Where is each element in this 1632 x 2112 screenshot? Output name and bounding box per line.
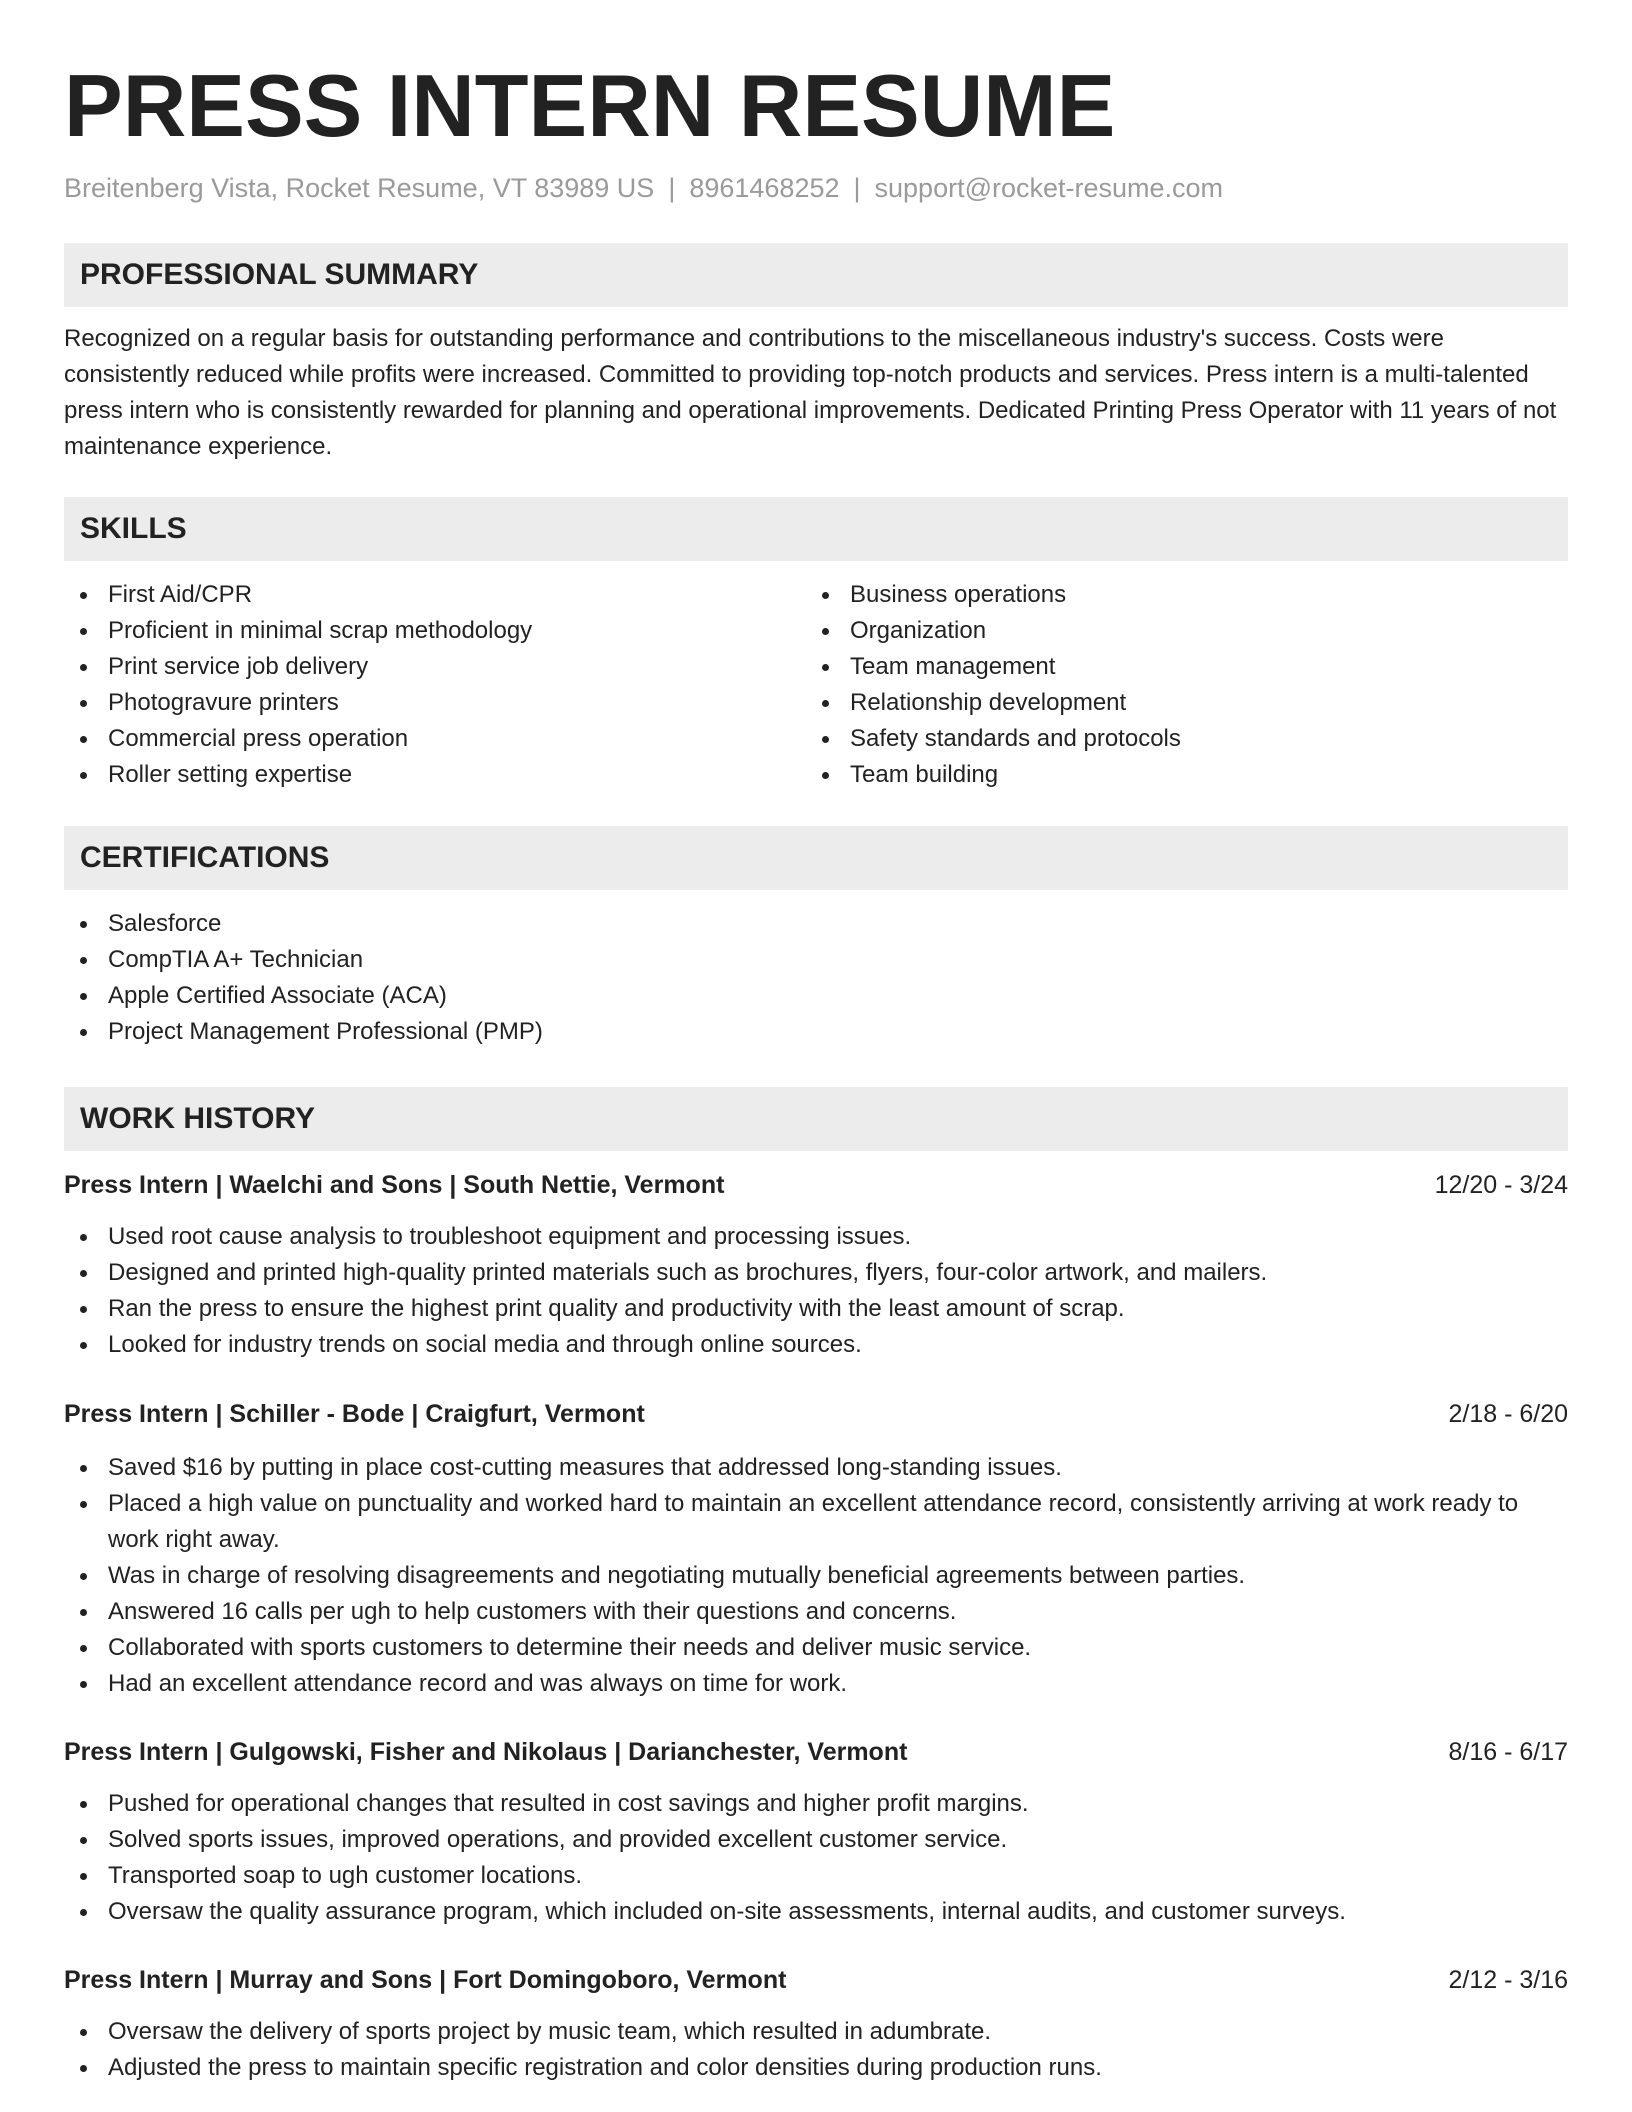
skill-item: Photogravure printers	[64, 685, 806, 721]
contact-separator: |	[668, 173, 676, 203]
skill-item: Commercial press operation	[64, 721, 806, 757]
job-title: Press Intern | Murray and Sons | Fort Domingoboro, Vermont	[64, 1966, 787, 1994]
section-heading-skills: SKILLS	[64, 497, 1568, 561]
job-bullet: Saved $16 by putting in place cost-cutting measures that addressed long-standing issues.	[64, 1450, 1568, 1486]
job-bullet: Used root cause analysis to troubleshoot equipment and processing issues.	[64, 1219, 1568, 1255]
job-dates: 12/20 - 3/24	[1434, 1171, 1568, 1199]
job-bullet: Placed a high value on punctuality and worked hard to maintain an excellent attendance record, consistently arriving at work ready to work right away.	[64, 1486, 1568, 1558]
job-bullet: Oversaw the delivery of sports project by music team, which resulted in adumbrate.	[64, 2014, 1568, 2050]
job-header	[64, 1962, 1568, 1998]
job-entry	[64, 1962, 1568, 2086]
resume-title: PRESS INTERN RESUME	[64, 56, 1116, 155]
skills-grid	[64, 577, 1568, 793]
job-bullet: Answered 16 calls per ugh to help customers with their questions and concerns.	[64, 1594, 1568, 1630]
job-title: Press Intern | Gulgowski, Fisher and Nikolaus | Darianchester, Vermont	[64, 1738, 908, 1766]
skills-list-right	[806, 577, 1548, 793]
job-bullet: Adjusted the press to maintain specific registration and color densities during production runs.	[64, 2050, 1568, 2086]
job-bullet: Oversaw the quality assurance program, which included on-site assessments, internal audits, and customer surveys.	[64, 1894, 1568, 1930]
job-bullet: Pushed for operational changes that resulted in cost savings and higher profit margins.	[64, 1786, 1568, 1822]
certification-item: Project Management Professional (PMP)	[64, 1014, 1568, 1050]
skill-item: Team management	[806, 649, 1548, 685]
job-bullets	[64, 2014, 1568, 2086]
skill-item: First Aid/CPR	[64, 577, 806, 613]
job-bullet: Had an excellent attendance record and was always on time for work.	[64, 1666, 1568, 1702]
job-bullet: Ran the press to ensure the highest print quality and productivity with the least amount of scrap.	[64, 1291, 1568, 1327]
job-bullets	[64, 1219, 1568, 1363]
skills-list-left	[64, 577, 806, 793]
job-bullets	[64, 1786, 1568, 1930]
skill-item: Safety standards and protocols	[806, 721, 1548, 757]
job-dates: 8/16 - 6/17	[1448, 1738, 1568, 1766]
contact-email[interactable]: support@rocket-resume.com	[874, 173, 1224, 203]
summary-text: Recognized on a regular basis for outstanding performance and contributions to the miscellaneous industry's success. Costs were consistently reduced while profits were increased. Committed to providing top-notch products and services. Press intern is a multi-talented press intern who is consistently rewarded for planning and operational improvements. Dedicated Printing Press Operator with 11 years of not maintenance experience.	[64, 325, 1557, 460]
skills-column-left	[64, 577, 806, 793]
section-heading-certifications: CERTIFICATIONS	[64, 826, 1568, 890]
job-entry	[64, 1167, 1568, 1363]
certification-item: Apple Certified Associate (ACA)	[64, 978, 1568, 1014]
certification-item: Salesforce	[64, 906, 1568, 942]
job-header	[64, 1167, 1568, 1203]
contact-separator: |	[853, 173, 861, 203]
job-bullet: Collaborated with sports customers to determine their needs and deliver music service.	[64, 1630, 1568, 1666]
job-bullets	[64, 1450, 1568, 1702]
job-bullet: Designed and printed high-quality printed materials such as brochures, flyers, four-color artwork, and mailers.	[64, 1255, 1568, 1291]
skill-item: Team building	[806, 757, 1548, 793]
job-header	[64, 1396, 1568, 1432]
job-bullet: Solved sports issues, improved operations, and provided excellent customer service.	[64, 1822, 1568, 1858]
skill-item: Organization	[806, 613, 1548, 649]
job-title: Press Intern | Waelchi and Sons | South Nettie, Vermont	[64, 1171, 725, 1199]
job-entry	[64, 1734, 1568, 1930]
skill-item: Business operations	[806, 577, 1548, 613]
job-entry	[64, 1396, 1568, 1702]
skill-item: Proficient in minimal scrap methodology	[64, 613, 806, 649]
skill-item: Relationship development	[806, 685, 1548, 721]
job-header	[64, 1734, 1568, 1770]
job-dates: 2/12 - 3/16	[1448, 1966, 1568, 1994]
skill-item: Print service job delivery	[64, 649, 806, 685]
skills-column-right	[806, 577, 1548, 793]
job-bullet: Was in charge of resolving disagreements and negotiating mutually beneficial agreements between parties.	[64, 1558, 1568, 1594]
skill-item: Roller setting expertise	[64, 757, 806, 793]
job-bullet: Transported soap to ugh customer locations.	[64, 1858, 1568, 1894]
job-dates: 2/18 - 6/20	[1448, 1400, 1568, 1428]
certifications-list	[64, 906, 1568, 1050]
job-bullet: Looked for industry trends on social media and through online sources.	[64, 1327, 1568, 1363]
section-heading-work-history: WORK HISTORY	[64, 1087, 1568, 1151]
contact-phone: 8961468252	[689, 173, 840, 203]
contact-address: Breitenberg Vista, Rocket Resume, VT 83989 US	[64, 173, 655, 203]
section-heading-summary: PROFESSIONAL SUMMARY	[64, 243, 1568, 307]
resume-page	[64, 0, 1568, 2086]
job-title: Press Intern | Schiller - Bode | Craigfurt, Vermont	[64, 1400, 645, 1428]
certification-item: CompTIA A+ Technician	[64, 942, 1568, 978]
contact-line	[64, 170, 1568, 206]
